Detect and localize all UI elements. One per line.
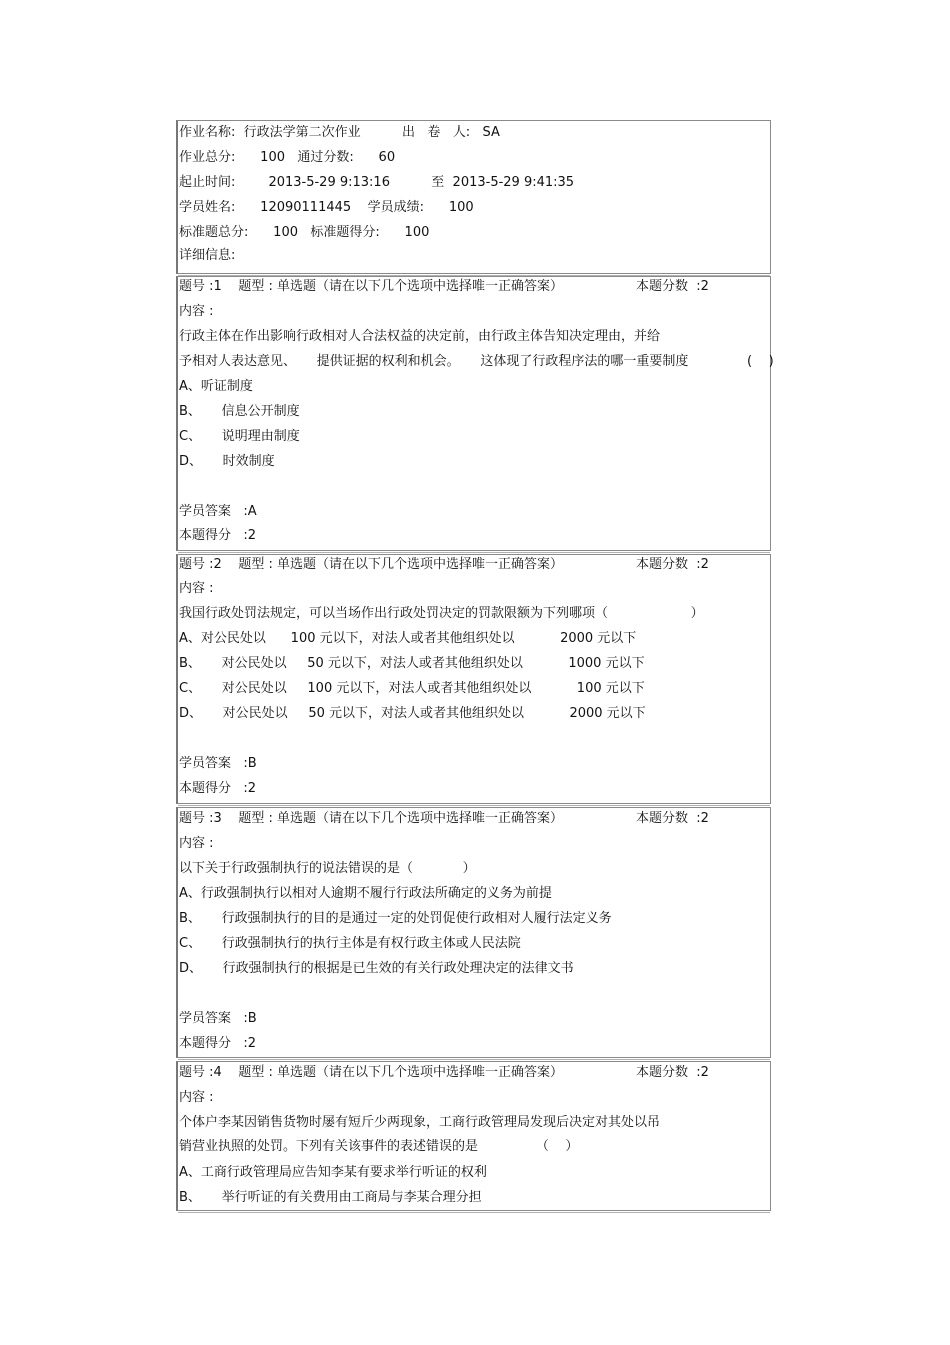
content-label: 内容 : — [179, 581, 214, 596]
question-stem: 以下关于行政强制执行的说法错误的是（ ） — [179, 861, 476, 876]
question-block-4 — [176, 1061, 771, 1211]
question-title: 题号 :4 题型 : 单选题（请在以下几个选项中选择唯一正确答案） — [179, 1065, 563, 1080]
student-answer: 学员答案 :B — [179, 756, 257, 771]
question-score: 本题分数 :2 — [636, 811, 709, 826]
question-score: 本题分数 :2 — [636, 557, 709, 572]
option-a: A、工商行政管理局应告知李某有要求举行听证的权利 — [179, 1165, 487, 1180]
question-title: 题号 :2 题型 : 单选题（请在以下几个选项中选择唯一正确答案） — [179, 557, 563, 572]
question-title: 题号 :1 题型 : 单选题（请在以下几个选项中选择唯一正确答案） — [179, 279, 563, 294]
header-line: 作业总分: 100 通过分数: 60 — [179, 150, 396, 165]
option-a: A、行政强制执行以相对人逾期不履行行政法所确定的义务为前提 — [179, 886, 552, 901]
content-label: 内容 : — [179, 1090, 214, 1105]
question-block-3 — [176, 807, 771, 1058]
header-line: 作业名称: 行政法学第二次作业 出 卷 人: SA — [179, 125, 500, 140]
student-answer: 学员答案 :B — [179, 1011, 257, 1026]
question-block-2 — [176, 554, 771, 804]
header-line: 学员姓名: 12090111445 学员成绩: 100 — [179, 200, 474, 215]
header-block — [176, 120, 771, 274]
assignment-sheet — [176, 120, 773, 1211]
question-stem: 行政主体在作出影响行政相对人合法权益的决定前，由行政主体告知决定理由，并给 — [179, 329, 661, 344]
question-title: 题号 :3 题型 : 单选题（请在以下几个选项中选择唯一正确答案） — [179, 811, 563, 826]
header-line: 详细信息: — [179, 248, 236, 263]
content-label: 内容 : — [179, 304, 214, 319]
question-block-1 — [176, 276, 774, 551]
option-a: A、听证制度 — [179, 379, 253, 394]
question-points: 本题得分 :2 — [179, 1036, 257, 1051]
option-b: B、 对公民处以 50 元以下，对法人或者其他组织处以 1000 元以下 — [179, 656, 645, 671]
option-d: D、 行政强制执行的根据是已生效的有关行政处理决定的法律文书 — [179, 961, 574, 976]
option-a: A、对公民处以 100 元以下，对法人或者其他组织处以 2000 元以下 — [179, 631, 637, 646]
option-b: B、 行政强制执行的目的是通过一定的处罚促使行政相对人履行法定义务 — [179, 911, 612, 926]
header-line: 起止时间: 2013-5-29 9:13:16 至 2013-5-29 9:41:35 — [179, 175, 575, 190]
option-c: C、 说明理由制度 — [179, 429, 300, 444]
option-c: C、 行政强制执行的执行主体是有权行政主体或人民法院 — [179, 936, 521, 951]
question-score: 本题分数 :2 — [636, 279, 709, 294]
answer-paren: ( ) — [747, 354, 774, 369]
question-points: 本题得分 :2 — [179, 528, 257, 543]
question-stem: 销营业执照的处罚。下列有关该事件的表述错误的是 （ ） — [179, 1139, 579, 1154]
option-d: D、 时效制度 — [179, 454, 275, 469]
question-points: 本题得分 :2 — [179, 781, 257, 796]
header-line: 标准题总分: 100 标准题得分: 100 — [179, 225, 430, 240]
option-d: D、 对公民处以 50 元以下，对法人或者其他组织处以 2000 元以下 — [179, 706, 646, 721]
question-stem: 予相对人表达意见、 提供证据的权利和机会。 这体现了行政程序法的哪一重要制度 — [179, 354, 689, 369]
student-answer: 学员答案 :A — [179, 504, 257, 519]
question-score: 本题分数 :2 — [636, 1065, 709, 1080]
question-stem: 个体户李某因销售货物时屡有短斤少两现象，工商行政管理局发现后决定对其处以吊 — [179, 1115, 661, 1130]
question-stem: 我国行政处罚法规定，可以当场作出行政处罚决定的罚款限额为下列哪项（ ） — [179, 606, 704, 621]
option-c: C、 对公民处以 100 元以下，对法人或者其他组织处以 100 元以下 — [179, 681, 645, 696]
option-b: B、 举行听证的有关费用由工商局与李某合理分担 — [179, 1190, 482, 1205]
option-b: B、 信息公开制度 — [179, 404, 300, 419]
content-label: 内容 : — [179, 836, 214, 851]
